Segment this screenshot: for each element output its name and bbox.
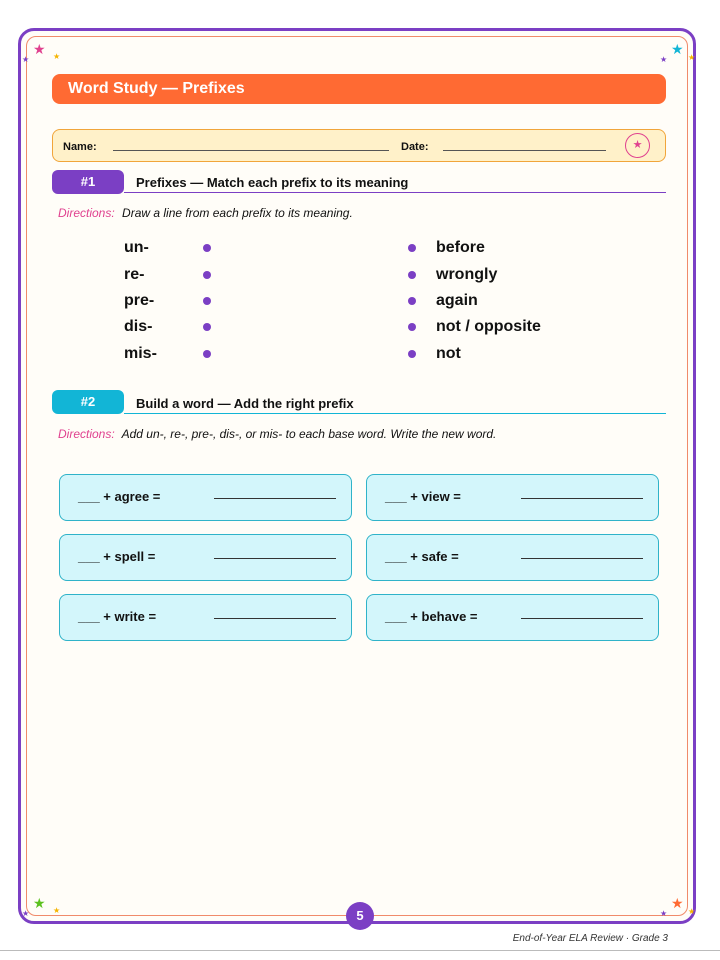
prefix-dot[interactable] [203,244,211,252]
answer-line[interactable] [214,498,336,499]
prefix-item: re- [124,266,145,283]
section2-title: Build a word — Add the right prefix [136,396,354,411]
section1-directions [58,206,353,220]
word-build-prompt: ___ + view = [385,489,461,504]
date-field[interactable] [443,150,606,151]
star-icon: ★ [660,909,668,918]
meaning-dot[interactable] [408,323,416,331]
meaning-item: not / opposite [436,318,541,335]
section1-tag: #1 [52,170,124,194]
star-icon: ★ [671,895,684,911]
bottom-divider [0,950,720,951]
meaning-dot[interactable] [408,244,416,252]
star-icon: ★ [688,907,696,916]
word-build-card [59,534,352,581]
page-number: 5 [346,902,374,930]
name-field[interactable] [113,150,389,151]
star-icon: ★ [33,41,46,57]
prefix-dot[interactable] [203,271,211,279]
date-label: Date: [401,141,429,153]
name-label: Name: [63,141,97,153]
footer-text: End-of-Year ELA Review · Grade 3 [512,933,668,944]
answer-line[interactable] [214,558,336,559]
name-date-row [52,129,666,162]
star-badge-icon: ★ [625,133,650,158]
meaning-item: again [436,292,478,309]
meaning-dot[interactable] [408,297,416,305]
star-icon: ★ [688,53,696,62]
word-build-prompt: ___ + behave = [385,609,478,624]
section2-directions [58,427,496,441]
prefix-item: un- [124,239,149,256]
section2-divider [124,413,666,414]
meaning-item: not [436,345,461,362]
directions-text: Add un-, re-, pre-, dis-, or mis- to each base word. Write the new word. [121,427,497,441]
meaning-item: before [436,239,485,256]
prefix-dot[interactable] [203,323,211,331]
word-build-card [59,594,352,641]
meaning-item: wrongly [436,266,498,283]
star-icon: ★ [660,55,668,64]
word-build-card [366,594,659,641]
directions-label: Directions: [58,206,115,220]
star-icon: ★ [53,906,61,915]
prefix-dot[interactable] [203,350,211,358]
word-build-card [366,474,659,521]
answer-line[interactable] [521,618,643,619]
word-build-prompt: ___ + agree = [78,489,161,504]
meaning-dot[interactable] [408,350,416,358]
directions-text: Draw a line from each prefix to its meaning. [122,206,353,220]
section2-tag: #2 [52,390,124,414]
meaning-dot[interactable] [408,271,416,279]
star-icon: ★ [33,895,46,911]
star-icon: ★ [671,41,684,57]
word-build-prompt: ___ + write = [78,609,157,624]
word-build-prompt: ___ + safe = [385,549,459,564]
directions-label: Directions: [58,427,115,441]
star-icon: ★ [22,55,30,64]
prefix-item: dis- [124,318,153,335]
answer-line[interactable] [521,558,643,559]
prefix-item: pre- [124,292,155,309]
prefix-dot[interactable] [203,297,211,305]
answer-line[interactable] [521,498,643,499]
section1-divider [124,192,666,193]
answer-line[interactable] [214,618,336,619]
star-icon: ★ [22,909,30,918]
page-title: Word Study — Prefixes [52,74,666,104]
prefix-item: mis- [124,345,157,362]
word-build-card [366,534,659,581]
section1-title: Prefixes — Match each prefix to its meaning [136,175,409,190]
star-icon: ★ [53,52,61,61]
word-build-prompt: ___ + spell = [78,549,156,564]
word-build-card [59,474,352,521]
